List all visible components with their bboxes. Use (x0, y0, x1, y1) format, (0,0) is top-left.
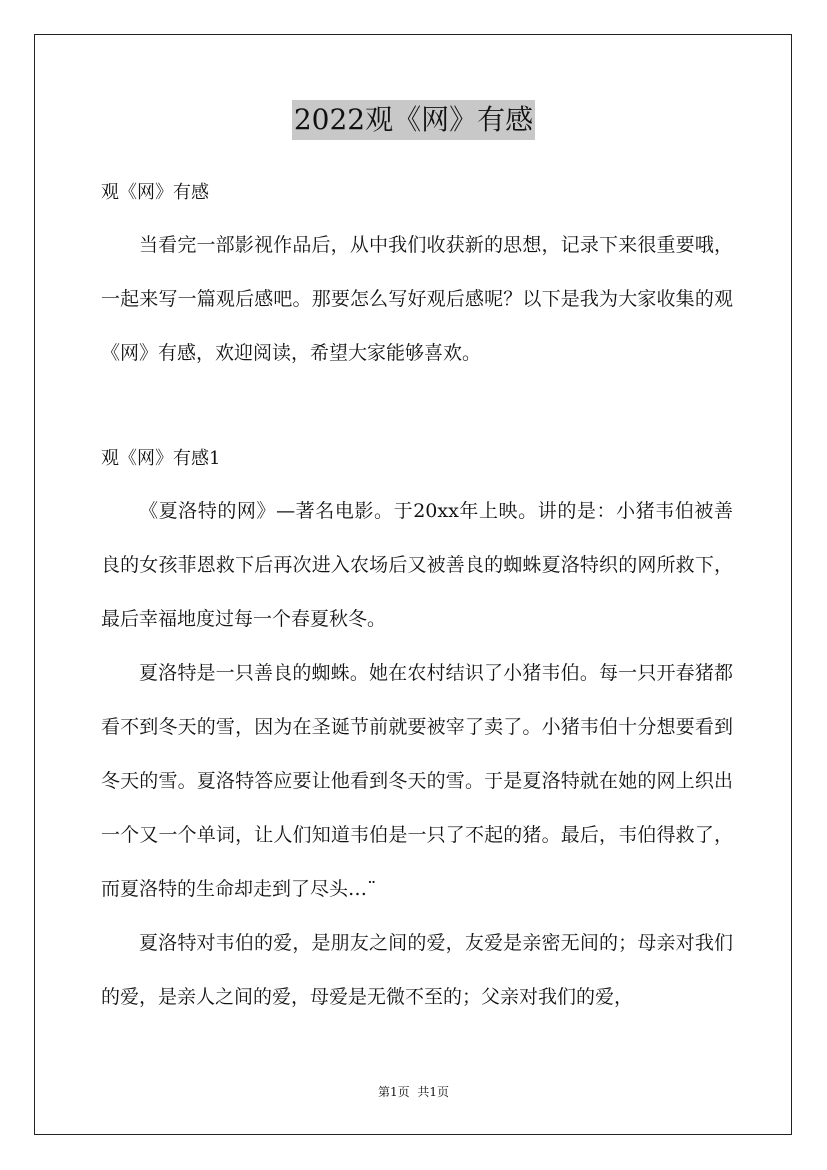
body-paragraph: 夏洛特是一只善良的蜘蛛。她在农村结识了小猪韦伯。每一只开春猪都看不到冬天的雪，因为在圣诞节前就要被宰了卖了。小猪韦伯十分想要看到冬天的雪。夏洛特答应要让他看到冬天的雪。于是夏洛特就在她的网上织出一个又一个单词，让人们知道韦伯是一只了不起的猪。最后，韦伯得救了，而夏洛特的生命却走到了尽头…¨ (101, 662, 733, 900)
total-pages: 共1页 (417, 1085, 450, 1099)
body-paragraph: 《夏洛特的网》—著名电影。于20xx年上映。讲的是：小猪韦伯被善良的女孩菲恩救下后再次进入农场后又被善良的蜘蛛夏洛特织的网所救下，最后幸福地度过每一个春夏秋冬。 (101, 500, 733, 630)
title-container (0, 100, 827, 140)
main-heading: 观《网》有感 (101, 182, 209, 203)
document-body (101, 172, 733, 1024)
page-number: 第1页 (377, 1085, 410, 1099)
body-paragraph: 夏洛特对韦伯的爱，是朋友之间的爱，友爱是亲密无间的；母亲对我们的爱，是亲人之间的爱，母爱是无微不至的；父亲对我们的爱， (101, 932, 733, 1008)
section-heading: 观《网》有感1 (101, 448, 221, 469)
document-title: 2022观《网》有感 (292, 100, 535, 140)
page-footer (0, 1083, 827, 1100)
intro-paragraph: 当看完一部影视作品后，从中我们收获新的思想，记录下来很重要哦，一起来写一篇观后感吧。那要怎么写好观后感呢？以下是我为大家收集的观《网》有感，欢迎阅读，希望大家能够喜欢。 (101, 234, 733, 364)
